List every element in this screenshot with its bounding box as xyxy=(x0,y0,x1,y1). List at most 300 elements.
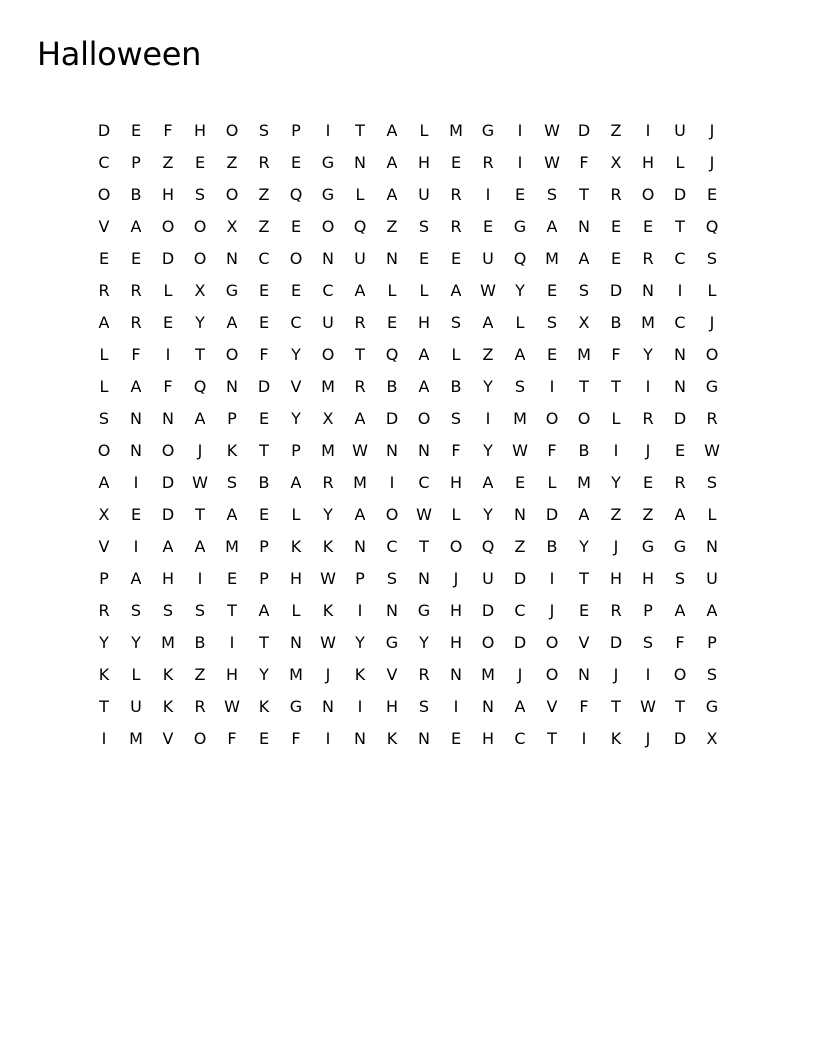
grid-letter: N xyxy=(578,217,590,236)
grid-letter: Q xyxy=(289,185,303,204)
grid-letter: N xyxy=(130,409,142,428)
grid-letter: A xyxy=(130,217,142,236)
grid-letter: E xyxy=(386,313,398,332)
grid-letter: N xyxy=(290,633,302,652)
grid-letter: N xyxy=(450,665,462,684)
grid-letter: M xyxy=(225,537,239,556)
grid-letter: Z xyxy=(610,505,622,524)
grid-letter: O xyxy=(193,729,207,748)
grid-letter: A xyxy=(98,473,110,492)
grid-letter: F xyxy=(291,729,301,748)
grid-letter: K xyxy=(258,697,270,716)
grid-letter: M xyxy=(321,441,335,460)
grid-letter: E xyxy=(290,281,302,300)
grid-letter: G xyxy=(705,697,719,716)
grid-letter: R xyxy=(258,153,270,172)
grid-letter: W xyxy=(320,633,336,652)
grid-letter: O xyxy=(161,441,175,460)
grid-letter: A xyxy=(130,377,142,396)
grid-letter: P xyxy=(259,537,269,556)
grid-letter: Z xyxy=(514,537,526,556)
grid-letter: R xyxy=(610,185,622,204)
grid-letter: I xyxy=(549,569,555,588)
grid-letter: O xyxy=(545,665,559,684)
grid-letter: A xyxy=(674,505,686,524)
grid-letter: Y xyxy=(195,313,205,332)
grid-letter: I xyxy=(581,729,587,748)
grid-letter: X xyxy=(610,153,622,172)
grid-letter: D xyxy=(673,409,687,428)
grid-letter: R xyxy=(450,217,462,236)
grid-letter: I xyxy=(485,409,491,428)
grid-letter: T xyxy=(579,377,589,396)
grid-letter: L xyxy=(707,281,717,300)
grid-letter: Z xyxy=(258,217,270,236)
grid-letter: N xyxy=(322,697,334,716)
grid-letter: B xyxy=(610,313,622,332)
grid-letter: J xyxy=(613,537,619,556)
grid-letter: K xyxy=(226,441,238,460)
grid-letter: N xyxy=(418,729,430,748)
grid-letter: W xyxy=(544,153,560,172)
grid-letter: I xyxy=(645,665,651,684)
grid-letter: N xyxy=(162,409,174,428)
grid-letter: P xyxy=(291,121,301,140)
grid-letter: O xyxy=(577,409,591,428)
grid-letter: D xyxy=(609,281,623,300)
page-title: Halloween xyxy=(37,35,202,73)
grid-letter: L xyxy=(131,665,141,684)
grid-letter: Q xyxy=(193,377,207,396)
grid-letter: O xyxy=(641,185,655,204)
grid-letter: S xyxy=(418,697,430,716)
grid-letter: J xyxy=(549,601,555,620)
grid-letter: S xyxy=(674,569,686,588)
grid-letter: R xyxy=(418,665,430,684)
grid-letter: R xyxy=(642,249,654,268)
grid-letter: E xyxy=(514,473,526,492)
grid-letter: W xyxy=(416,505,432,524)
grid-letter: E xyxy=(290,217,302,236)
grid-letter: E xyxy=(130,505,142,524)
grid-letter: B xyxy=(546,537,558,556)
grid-letter: Z xyxy=(162,153,174,172)
grid-letter: O xyxy=(449,537,463,556)
grid-letter: T xyxy=(355,121,365,140)
grid-letter: A xyxy=(418,345,430,364)
grid-letter: A xyxy=(578,249,590,268)
grid-letter: D xyxy=(545,505,559,524)
grid-letter: S xyxy=(130,601,142,620)
grid-letter: J xyxy=(709,153,715,172)
grid-letter: E xyxy=(450,249,462,268)
grid-letter: H xyxy=(385,697,399,716)
grid-letter: I xyxy=(389,473,395,492)
grid-letter: Y xyxy=(131,633,141,652)
grid-letter: W xyxy=(640,697,656,716)
grid-letter: E xyxy=(418,249,430,268)
grid-letter: W xyxy=(480,281,496,300)
grid-letter: R xyxy=(194,697,206,716)
grid-letter: Y xyxy=(483,377,493,396)
grid-letter: O xyxy=(417,409,431,428)
grid-letter: T xyxy=(611,697,621,716)
grid-letter: K xyxy=(386,729,398,748)
grid-letter: P xyxy=(643,601,653,620)
grid-letter: R xyxy=(98,281,110,300)
grid-letter: J xyxy=(645,441,651,460)
grid-letter: T xyxy=(675,697,685,716)
grid-letter: S xyxy=(258,121,270,140)
grid-letter: U xyxy=(418,185,430,204)
grid-letter: T xyxy=(195,345,205,364)
grid-letter: E xyxy=(674,441,686,460)
grid-letter: E xyxy=(258,409,270,428)
grid-letter: B xyxy=(194,633,206,652)
grid-letter: D xyxy=(161,249,175,268)
grid-letter: Z xyxy=(226,153,238,172)
grid-letter: F xyxy=(451,441,461,460)
grid-letter: Z xyxy=(482,345,494,364)
grid-letter: J xyxy=(645,729,651,748)
grid-letter: L xyxy=(611,409,621,428)
grid-letter: H xyxy=(481,729,495,748)
grid-letter: N xyxy=(226,249,238,268)
grid-letter: E xyxy=(130,249,142,268)
grid-letter: E xyxy=(162,313,174,332)
grid-letter: H xyxy=(641,153,655,172)
grid-letter: M xyxy=(129,729,143,748)
grid-letter: S xyxy=(418,217,430,236)
grid-letter: O xyxy=(545,409,559,428)
grid-letter: E xyxy=(706,185,718,204)
grid-letter: N xyxy=(386,249,398,268)
grid-letter: I xyxy=(677,281,683,300)
grid-letter: J xyxy=(325,665,331,684)
grid-letter: Q xyxy=(481,537,495,556)
grid-letter: H xyxy=(449,473,463,492)
grid-letter: J xyxy=(709,121,715,140)
grid-letter: W xyxy=(192,473,208,492)
grid-letter: S xyxy=(450,313,462,332)
grid-letter: D xyxy=(481,601,495,620)
grid-letter: I xyxy=(549,377,555,396)
grid-letter: E xyxy=(450,153,462,172)
word-search-grid xyxy=(88,115,728,755)
grid-letter: I xyxy=(165,345,171,364)
grid-letter: I xyxy=(101,729,107,748)
grid-letter: W xyxy=(512,441,528,460)
grid-letter: W xyxy=(544,121,560,140)
grid-letter: E xyxy=(130,121,142,140)
grid-letter: Y xyxy=(99,633,109,652)
grid-letter: N xyxy=(706,537,718,556)
grid-letter: T xyxy=(547,729,557,748)
grid-letter: N xyxy=(482,697,494,716)
grid-letter: H xyxy=(225,665,239,684)
grid-letter: R xyxy=(322,473,334,492)
grid-letter: I xyxy=(645,377,651,396)
grid-letter: A xyxy=(354,409,366,428)
grid-letter: M xyxy=(353,473,367,492)
grid-letter: V xyxy=(578,633,590,652)
grid-letter: B xyxy=(450,377,462,396)
grid-letter: A xyxy=(418,377,430,396)
grid-letter: M xyxy=(577,473,591,492)
grid-letter: D xyxy=(161,473,175,492)
grid-letter: T xyxy=(99,697,109,716)
grid-letter: F xyxy=(579,697,589,716)
grid-letter: Q xyxy=(353,217,367,236)
grid-letter: P xyxy=(707,633,717,652)
grid-letter: O xyxy=(97,441,111,460)
grid-letter: T xyxy=(259,633,269,652)
grid-letter: R xyxy=(706,409,718,428)
grid-letter: E xyxy=(258,505,270,524)
grid-letter: K xyxy=(322,537,334,556)
grid-letter: F xyxy=(547,441,557,460)
grid-letter: U xyxy=(482,569,494,588)
grid-letter: H xyxy=(641,569,655,588)
grid-letter: H xyxy=(609,569,623,588)
grid-letter: L xyxy=(451,345,461,364)
grid-letter: A xyxy=(706,601,718,620)
grid-letter: Y xyxy=(419,633,429,652)
grid-letter: G xyxy=(289,697,303,716)
grid-letter: B xyxy=(130,185,142,204)
grid-letter: P xyxy=(291,441,301,460)
grid-letter: G xyxy=(417,601,431,620)
grid-letter: M xyxy=(641,313,655,332)
grid-letter: A xyxy=(194,537,206,556)
grid-letter: L xyxy=(707,505,717,524)
grid-letter: D xyxy=(97,121,111,140)
grid-letter: W xyxy=(320,569,336,588)
grid-letter: O xyxy=(321,217,335,236)
grid-letter: C xyxy=(514,601,526,620)
grid-letter: F xyxy=(259,345,269,364)
grid-letter: Z xyxy=(386,217,398,236)
grid-letter: R xyxy=(450,185,462,204)
grid-letter: H xyxy=(417,313,431,332)
grid-letter: F xyxy=(611,345,621,364)
grid-letter: A xyxy=(482,473,494,492)
grid-letter: F xyxy=(163,121,173,140)
grid-letter: B xyxy=(258,473,270,492)
grid-letter: Y xyxy=(291,345,301,364)
grid-letter: T xyxy=(355,345,365,364)
grid-letter: A xyxy=(386,121,398,140)
grid-letter: E xyxy=(642,217,654,236)
grid-letter: N xyxy=(386,441,398,460)
grid-letter: H xyxy=(161,569,175,588)
grid-letter: I xyxy=(357,697,363,716)
grid-letter: J xyxy=(453,569,459,588)
grid-letter: A xyxy=(162,537,174,556)
grid-letter: L xyxy=(419,281,429,300)
grid-letter: I xyxy=(133,537,139,556)
grid-letter: J xyxy=(197,441,203,460)
grid-letter: Y xyxy=(643,345,653,364)
grid-letter: R xyxy=(610,601,622,620)
grid-letter: U xyxy=(482,249,494,268)
grid-letter: S xyxy=(706,249,718,268)
grid-letter: Q xyxy=(385,345,399,364)
grid-letter: I xyxy=(453,697,459,716)
grid-letter: O xyxy=(193,217,207,236)
grid-letter: R xyxy=(354,377,366,396)
grid-letter: C xyxy=(386,537,398,556)
grid-letter: R xyxy=(354,313,366,332)
grid-letter: S xyxy=(226,473,238,492)
grid-letter: Z xyxy=(642,505,654,524)
grid-letter: O xyxy=(385,505,399,524)
grid-letter: M xyxy=(545,249,559,268)
grid-letter: F xyxy=(131,345,141,364)
grid-letter: E xyxy=(578,601,590,620)
grid-letter: E xyxy=(290,153,302,172)
grid-letter: G xyxy=(385,633,399,652)
grid-letter: X xyxy=(322,409,334,428)
grid-letter: U xyxy=(322,313,334,332)
grid-letter: U xyxy=(706,569,718,588)
grid-letter: N xyxy=(226,377,238,396)
grid-letter: C xyxy=(98,153,110,172)
grid-letter: N xyxy=(514,505,526,524)
grid-letter: G xyxy=(705,377,719,396)
grid-letter: S xyxy=(162,601,174,620)
grid-letter: M xyxy=(577,345,591,364)
grid-letter: I xyxy=(485,185,491,204)
grid-letter: I xyxy=(197,569,203,588)
grid-letter: H xyxy=(193,121,207,140)
grid-letter: Y xyxy=(355,633,365,652)
grid-letter: K xyxy=(610,729,622,748)
grid-letter: C xyxy=(418,473,430,492)
grid-letter: K xyxy=(290,537,302,556)
grid-letter: N xyxy=(578,665,590,684)
grid-letter: B xyxy=(386,377,398,396)
grid-letter: T xyxy=(611,377,621,396)
grid-letter: K xyxy=(162,697,174,716)
grid-letter: V xyxy=(546,697,558,716)
grid-letter: Y xyxy=(483,441,493,460)
grid-letter: A xyxy=(130,569,142,588)
grid-letter: I xyxy=(357,601,363,620)
grid-letter: O xyxy=(289,249,303,268)
grid-letter: A xyxy=(258,601,270,620)
grid-letter: V xyxy=(386,665,398,684)
grid-letter: X xyxy=(578,313,590,332)
grid-letter: N xyxy=(354,153,366,172)
grid-letter: H xyxy=(417,153,431,172)
grid-letter: H xyxy=(449,633,463,652)
grid-letter: C xyxy=(514,729,526,748)
grid-letter: X xyxy=(194,281,206,300)
grid-letter: X xyxy=(226,217,238,236)
grid-letter: D xyxy=(673,185,687,204)
grid-letter: Y xyxy=(291,409,301,428)
grid-letter: W xyxy=(704,441,720,460)
grid-letter: V xyxy=(98,217,110,236)
grid-letter: O xyxy=(97,185,111,204)
grid-letter: T xyxy=(195,505,205,524)
grid-letter: N xyxy=(642,281,654,300)
grid-letter: L xyxy=(387,281,397,300)
grid-letter: O xyxy=(161,217,175,236)
grid-letter: U xyxy=(130,697,142,716)
grid-letter: H xyxy=(449,601,463,620)
grid-letter: R xyxy=(130,281,142,300)
grid-letter: Z xyxy=(258,185,270,204)
grid-letter: A xyxy=(482,313,494,332)
grid-letter: H xyxy=(161,185,175,204)
grid-letter: K xyxy=(98,665,110,684)
grid-letter: V xyxy=(98,537,110,556)
grid-letter: E xyxy=(98,249,110,268)
grid-letter: T xyxy=(259,441,269,460)
grid-letter: J xyxy=(709,313,715,332)
grid-letter: M xyxy=(289,665,303,684)
grid-letter: R xyxy=(674,473,686,492)
grid-letter: Y xyxy=(579,537,589,556)
grid-letter: D xyxy=(673,729,687,748)
grid-letter: K xyxy=(322,601,334,620)
grid-letter: S xyxy=(706,665,718,684)
grid-letter: L xyxy=(291,505,301,524)
grid-letter: M xyxy=(321,377,335,396)
grid-letter: A xyxy=(674,601,686,620)
grid-letter: E xyxy=(514,185,526,204)
grid-letter: U xyxy=(354,249,366,268)
grid-letter: S xyxy=(706,473,718,492)
grid-letter: O xyxy=(321,345,335,364)
grid-letter: L xyxy=(355,185,365,204)
grid-letter: P xyxy=(259,569,269,588)
grid-letter: M xyxy=(449,121,463,140)
grid-letter: A xyxy=(450,281,462,300)
grid-letter: L xyxy=(547,473,557,492)
grid-letter: I xyxy=(133,473,139,492)
grid-letter: B xyxy=(578,441,590,460)
grid-letter: C xyxy=(322,281,334,300)
grid-letter: Q xyxy=(705,217,719,236)
grid-letter: D xyxy=(513,569,527,588)
grid-letter: L xyxy=(163,281,173,300)
grid-letter: L xyxy=(99,377,109,396)
grid-letter: X xyxy=(98,505,110,524)
grid-letter: C xyxy=(674,249,686,268)
grid-letter: V xyxy=(162,729,174,748)
grid-letter: E xyxy=(258,281,270,300)
grid-letter: Y xyxy=(483,505,493,524)
grid-letter: R xyxy=(98,601,110,620)
grid-letter: C xyxy=(674,313,686,332)
grid-letter: S xyxy=(546,185,558,204)
grid-letter: A xyxy=(578,505,590,524)
grid-letter: N xyxy=(674,345,686,364)
grid-letter: A xyxy=(546,217,558,236)
grid-letter: S xyxy=(194,185,206,204)
grid-letter: S xyxy=(98,409,110,428)
grid-letter: T xyxy=(675,217,685,236)
grid-letter: A xyxy=(514,697,526,716)
grid-letter: A xyxy=(194,409,206,428)
grid-letter: S xyxy=(194,601,206,620)
grid-letter: K xyxy=(162,665,174,684)
grid-letter: Y xyxy=(515,281,525,300)
grid-letter: D xyxy=(257,377,271,396)
